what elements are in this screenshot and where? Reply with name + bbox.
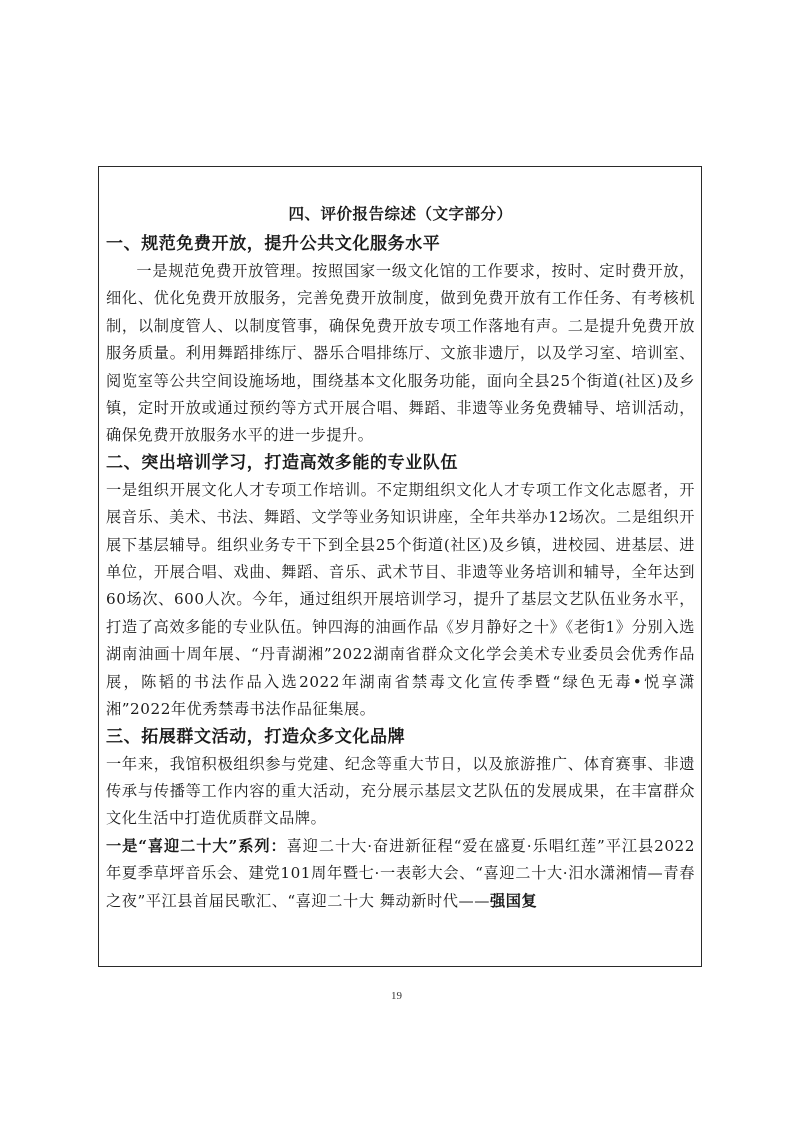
section-3-paragraph: 一年来，我馆积极组织参与党建、纪念等重大节日，以及旅游推广、体育赛事、非遗传承与传播等工作内容的重大活动，充分展示基层文艺队伍的发展成果，在丰富群众文化生活中打造优质群文品牌。 [106, 754, 695, 828]
section-1-paragraph: 一是规范免费开放管理。按照国家一级文化馆的工作要求，按时、定时费开放，细化、优化免费开放服务，完善免费开放制度，做到免费开放有工作任务、有考核机制，以制度管人、以制度管事，确保免费开放专项工作落地有声。二是提升免费开放服务质量。利用舞蹈排练厅、器乐合唱排练厅、文旅非遗厅，以及学习室、培训室、阅览室等公共空间设施场地，围绕基本文化服务功能，面向全县25个街道(社区)及乡镇，定时开放或通过预约等方式开展合唱、舞蹈、非遗等业务免费辅导、培训活动，确保免费开放服务水平的进一步提升。 [106, 262, 695, 445]
series-tail: 强国复 [489, 891, 538, 910]
section-2-paragraph: 一是组织开展文化人才专项工作培训。不定期组织文化人才专项工作文化志愿者，开展音乐、美术、书法、舞蹈、文学等业务知识讲座，全年共举办12场次。二是组织开展下基层辅导。组织业务专干下到全县25个街道(社区)及乡镇，进校园、进基层、进单位，开展合唱、戏曲、舞蹈、音乐、武术节目、非遗等业务培训和辅导，全年达到60场次、600人次。今年，通过组织开展培训学习，提升了基层文艺队伍业务水平，打造了高效多能的专业队伍。钟四海的油画作品《岁月静好之十》《老街1》分别入选湖南油画十周年展、“丹青湖湘”2022湖南省群众文化学会美术专业委员会优秀作品展，陈韬的书法作品入选2022年湖南省禁毒文化宣传季暨“绿色无毒•悦享潇湘”2022年优秀禁毒书法作品征集展。 [106, 480, 695, 719]
section-heading-1: 一、规范免费开放，提升公共文化服务水平 [106, 234, 441, 254]
series-body: 喜迎二十大·奋进新征程“爱在盛夏·乐唱红莲”平江县2022年夏季草坪音乐会、建党101周年暨七·一表彰大会、“喜迎二十大·汨水潇湘情—青春之夜”平江县首届民歌汇、“喜迎二十大 舞动新时代—— [106, 836, 695, 910]
series-lead: 一是“喜迎二十大”系列： [106, 836, 287, 855]
series-paragraph [106, 833, 695, 915]
page-title: 四、评价报告综述（文字部分） [288, 204, 513, 223]
section-heading-2: 二、突出培训学习，打造高效多能的专业队伍 [106, 452, 458, 473]
section-heading-3: 三、拓展群文活动，打造众多文化品牌 [106, 726, 406, 747]
page-number: 19 [391, 990, 402, 1002]
report-frame [98, 166, 702, 967]
